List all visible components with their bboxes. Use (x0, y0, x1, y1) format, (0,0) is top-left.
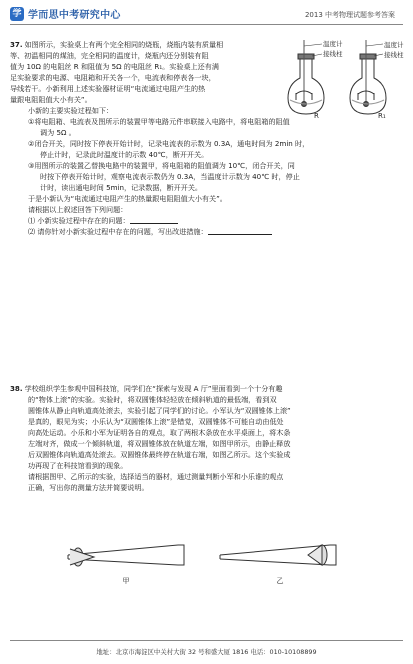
question-38-line: 请根据图甲、乙所示的实验，选择适当的器材，通过测量判断小军和小乐谁的观点 (28, 472, 284, 481)
sub-question-1: ⑴ 小新实验过程中存在的问题： (10, 215, 405, 226)
question-37-intro (10, 39, 270, 105)
question-37-line: 调为 5Ω 。 (40, 128, 76, 137)
question-37-line: 于是小新认为“电流通过电阻产生的热量跟电阻阻值大小有关”。 (28, 194, 227, 203)
figure-yi-label: 乙 (276, 577, 284, 585)
question-37-line: 37. 如图所示，实验桌上有两个完全相同的烧瓶，烧瓶内装有质量相 (10, 40, 224, 49)
question-38-line: 功再现了在科技馆看到的现象。 (28, 461, 128, 470)
question-37-line: ①将电阻箱、电流表及图所示的装置甲等电路元件串联接入电路中，将电阻箱的阻值 (28, 117, 290, 126)
answer-blank-2[interactable] (208, 226, 272, 235)
flask-1-resistor-label: R (314, 112, 319, 120)
question-37-procedure (10, 105, 405, 237)
question-38-line: 圆锥体从静止向轨道高处滚去，实验引起了同学们的讨论。小军认为“双圆锥体上滚” (28, 406, 291, 415)
question-37-line: 时按下停表开始计时，观察电流表示数仍为 0.3A，当温度计示数为 40℃ 时，停止 (40, 172, 300, 181)
question-38-line: 38. 学校组织学生参观中国科技馆，同学们在“探索与发现 A 厅”里面看到一个十分有趣 (10, 384, 283, 393)
thermometer-label-1: 温度计 (323, 40, 343, 48)
question-37-line: 等、初温相同的煤油，完全相同的温度计，烧瓶内还分别装有阻 (10, 51, 209, 60)
brand-logo (10, 6, 121, 21)
question-38 (10, 383, 405, 493)
thermometer-label-2: 温度计 (384, 41, 404, 49)
flask-2-labels (384, 40, 412, 60)
figure-yi (220, 545, 336, 565)
page-header (0, 0, 413, 24)
question-38-line: 向高处运动。小乐和小军为证明各自的观点，取了两根木条放在水平桌面上，将木条 (28, 428, 291, 437)
question-38-line: 是真的，眼见为实；小乐认为“双圆锥体上滚”是错觉，双圆锥体不可能自动由低处 (28, 417, 284, 426)
header-divider (10, 24, 403, 25)
logo-mark-icon: 学 (10, 7, 24, 21)
sub-question-2: ⑵ 请你针对小新实验过程中存在的问题，写出改进措施： (10, 226, 405, 237)
page-footer: 地址：北京市海淀区中关村大街 32 号和盛大厦 1816 电话：010-10108899 (96, 648, 317, 656)
question-38-line: 的“物体上滚”的实验。实验时，将双圆锥体轻轻放在倾斜轨道的最低端，看到双 (28, 395, 277, 404)
question-37-line: ③用图所示的装置乙替换电路中的装置甲，将电阻箱的阻值调为 10℃，闭合开关，同 (28, 161, 295, 170)
question-37-line: 值为 10Ω 的电阻丝 R 和阻值为 5Ω 的电阻丝 R₁。实验桌上还有满 (10, 62, 219, 71)
flask-2 (350, 40, 386, 114)
question-38-line: 左端对齐，做成一个倾斜轨道，将双圆锥体放在轨道左端，如图甲所示，由静止释放 (28, 439, 291, 448)
terminal-label-2: 接线柱 (384, 51, 404, 59)
flask-2-resistor-label: R₁ (378, 112, 386, 120)
terminal-label-1: 接线柱 (323, 50, 343, 58)
document-title: 2013 中考物理试题参考答案 (304, 11, 395, 19)
question-37-line: ②闭合开关，同时按下停表开始计时，记录电流表的示数为 0.3A，通电时间为 2min 时， (28, 139, 310, 148)
question-37-line: 导线若干。小新利用上述实验器材证明“电流通过电阻产生的热 (10, 84, 206, 93)
question-37-line: 请根据以上叙述回答下列问题： (28, 205, 128, 214)
question-37-line: 停止计时，记录此时温度计的示数 40℃，断开开关。 (40, 150, 209, 159)
double-cone-track-figure (60, 515, 350, 585)
brand-name: 学而思中考研究中心 (28, 10, 121, 21)
question-37-line: 量跟电阻阻值大小有关”。 (10, 95, 92, 104)
question-37-line: 小新的主要实验过程如下： (28, 106, 114, 115)
footer-divider (10, 640, 403, 641)
question-38-line: 正确，写出你的测量方法并简要说明。 (28, 483, 149, 492)
figure-jia (68, 545, 184, 566)
question-37-line: 足实验要求的电源、电阻箱和开关各一个，电流表和停表各一块， (10, 73, 216, 82)
question-number: 38. (10, 384, 23, 393)
question-38-line: 后双圆锥体向轨道高处滚去。双圆锥体最终停在轨道右端，如图乙所示。这个实验成 (28, 450, 291, 459)
question-number: 37. (10, 40, 23, 49)
flask-1 (288, 40, 324, 114)
figure-jia-label: 甲 (122, 577, 130, 585)
answer-blank-1[interactable] (130, 215, 178, 224)
question-37-line: 计时，读出通电时间 5min，记录数据，断开开关。 (40, 183, 203, 192)
